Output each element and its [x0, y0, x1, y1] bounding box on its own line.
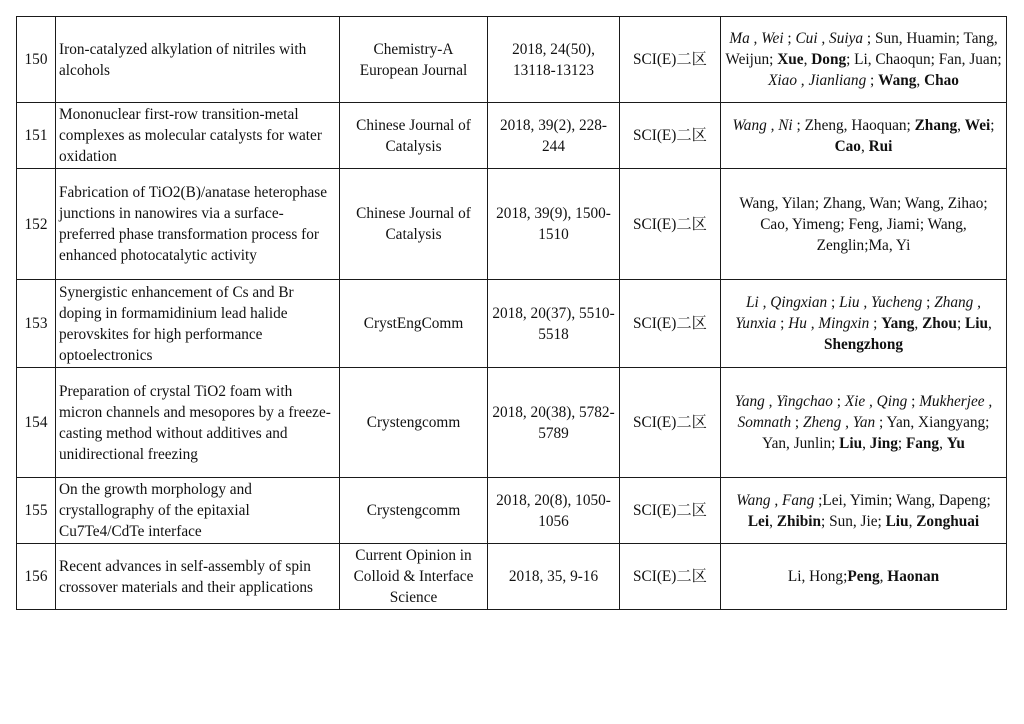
row-number: 153 [17, 280, 56, 368]
journal-name: CrystEngComm [340, 280, 488, 368]
index-level: SCI(E)二区 [620, 478, 721, 544]
row-number: 155 [17, 478, 56, 544]
author-segment: Wang, Yilan; Zhang, Wan; Wang, Zihao; Cao, Yimeng; Feng, Jiami; Wang, Zenglin;Ma, Yi [739, 194, 988, 254]
author-segment: ; [783, 30, 796, 47]
paper-title: Synergistic enhancement of Cs and Br doping in formamidinium lead halide perovskites for high performance optoelectronics [56, 280, 340, 368]
author-segment: Zhang [914, 116, 958, 134]
index-level: SCI(E)二区 [620, 544, 721, 610]
author-segment: ; [907, 393, 920, 410]
table-row [17, 478, 1007, 544]
journal-name: Chinese Journal of Catalysis [340, 103, 488, 169]
authors-cell [721, 478, 1007, 544]
author-segment: ; [990, 116, 995, 134]
author-segment: , [860, 137, 869, 155]
author-segment: Xie , Qing [844, 393, 908, 410]
author-segment: Fang [905, 435, 940, 452]
volume-pages: 2018, 20(38), 5782-5789 [488, 368, 620, 478]
author-segment: Wei [964, 116, 991, 134]
authors-cell [721, 169, 1007, 280]
journal-name: Crystengcomm [340, 368, 488, 478]
journal-name: Chemistry-A European Journal [340, 17, 488, 103]
authors-cell [721, 17, 1007, 103]
authors-cell [721, 103, 1007, 169]
table-row [17, 169, 1007, 280]
author-segment: Zheng , Yan [803, 414, 876, 431]
authors-cell [721, 280, 1007, 368]
author-segment: Chao [924, 72, 959, 89]
paper-title: Recent advances in self-assembly of spin crossover materials and their applications [56, 544, 340, 610]
index-level: SCI(E)二区 [620, 280, 721, 368]
journal-name: Crystengcomm [340, 478, 488, 544]
journal-name: Chinese Journal of Catalysis [340, 169, 488, 280]
table-row [17, 280, 1007, 368]
table-row [17, 103, 1007, 169]
author-segment: ; Li, Chaoqun; Fan, Juan; [846, 51, 1002, 68]
author-segment: , [769, 512, 777, 530]
author-segment: Zhibin [776, 512, 821, 530]
author-segment: Liu [885, 512, 909, 530]
author-segment: ; Zheng, Haoquan; [792, 116, 915, 134]
author-segment: Rui [868, 137, 893, 155]
author-segment: , [803, 51, 812, 68]
author-segment: Xue [777, 51, 804, 68]
author-segment: , [914, 315, 923, 332]
author-segment: Liu [839, 435, 863, 452]
author-segment: Yang [881, 315, 915, 332]
volume-pages: 2018, 39(2), 228-244 [488, 103, 620, 169]
index-level: SCI(E)二区 [620, 103, 721, 169]
volume-pages: 2018, 20(37), 5510-5518 [488, 280, 620, 368]
journal-name: Current Opinion in Colloid & Interface Science [340, 544, 488, 610]
publications-table-body [17, 17, 1007, 610]
author-segment: Xiao , Jianliang [768, 72, 867, 89]
publications-table [16, 16, 1007, 610]
author-segment: ; [866, 72, 879, 89]
author-segment: Peng [847, 568, 880, 585]
author-segment: Li , Qingxian [746, 294, 828, 311]
author-segment: ; [776, 315, 789, 332]
author-segment: Yu [946, 435, 965, 452]
index-level: SCI(E)二区 [620, 368, 721, 478]
author-segment: Cao [834, 137, 861, 155]
volume-pages: 2018, 24(50), 13118-13123 [488, 17, 620, 103]
author-segment: Zhou [922, 315, 957, 332]
author-segment: ; [922, 294, 935, 311]
paper-title: Fabrication of TiO2(B)/anatase heterophase junctions in nanowires via a surface-preferred phase transformation process for enhanced photocatalytic activity [56, 169, 340, 280]
author-segment: Haonan [887, 568, 940, 585]
author-segment: ; [791, 414, 803, 431]
row-number: 151 [17, 103, 56, 169]
author-segment: Jing [869, 435, 898, 452]
paper-title: Preparation of crystal TiO2 foam with micron channels and mesopores by a freeze-casting method without additives and unidirectional freezing [56, 368, 340, 478]
author-segment: Wang , Fang [736, 491, 815, 509]
paper-title: On the growth morphology and crystallography of the epitaxial Cu7Te4/CdTe interface [56, 478, 340, 544]
author-segment: ;Lei, Yimin; Wang, Dapeng; [814, 491, 991, 509]
author-segment: ; [897, 435, 906, 452]
author-segment: , [939, 435, 947, 452]
author-segment: ; [827, 294, 840, 311]
author-segment: Liu , Yucheng [839, 294, 923, 311]
author-segment: Lei [747, 512, 770, 530]
volume-pages: 2018, 35, 9-16 [488, 544, 620, 610]
author-segment: Mukherjee , Somnath [737, 393, 993, 431]
author-segment: ; [832, 393, 845, 410]
author-segment: Hu , Mingxin [788, 315, 870, 332]
row-number: 154 [17, 368, 56, 478]
volume-pages: 2018, 20(8), 1050-1056 [488, 478, 620, 544]
table-row [17, 544, 1007, 610]
author-segment: ; [869, 315, 882, 332]
author-segment: ; [956, 315, 966, 332]
authors-cell [721, 544, 1007, 610]
author-segment: ; Sun, Huamin; Tang, Weijun; [725, 30, 998, 68]
index-level: SCI(E)二区 [620, 17, 721, 103]
author-segment: , [957, 116, 965, 134]
author-segment: Liu [965, 315, 988, 332]
volume-pages: 2018, 39(9), 1500-1510 [488, 169, 620, 280]
author-segment: , [916, 72, 925, 89]
author-segment: Li, Hong; [787, 568, 848, 585]
author-segment: Zonghuai [916, 512, 980, 530]
author-segment: Yang , Yingchao [734, 393, 833, 410]
index-level: SCI(E)二区 [620, 169, 721, 280]
table-row [17, 17, 1007, 103]
author-segment: Shengzhong [823, 336, 904, 353]
author-segment: , [879, 568, 888, 585]
author-segment: ; Sun, Jie; [821, 512, 886, 530]
author-segment: , [862, 435, 870, 452]
author-segment: , [987, 315, 992, 332]
author-segment: Wang , Ni [732, 116, 793, 134]
author-segment: , [908, 512, 917, 530]
author-segment: Zhang , Yunxia [735, 294, 981, 332]
paper-title: Iron-catalyzed alkylation of nitriles with alcohols [56, 17, 340, 103]
row-number: 150 [17, 17, 56, 103]
author-segment: Cui , Suiya [795, 30, 864, 47]
author-segment: Wang [878, 72, 917, 89]
paper-title: Mononuclear first-row transition-metal complexes as molecular catalysts for water oxidation [56, 103, 340, 169]
row-number: 152 [17, 169, 56, 280]
author-segment: Dong [811, 51, 847, 68]
author-segment: ; Yan, Xiangyang; Yan, Junlin; [762, 414, 990, 452]
author-segment: Ma , Wei [729, 30, 784, 47]
table-row [17, 368, 1007, 478]
authors-cell [721, 368, 1007, 478]
row-number: 156 [17, 544, 56, 610]
